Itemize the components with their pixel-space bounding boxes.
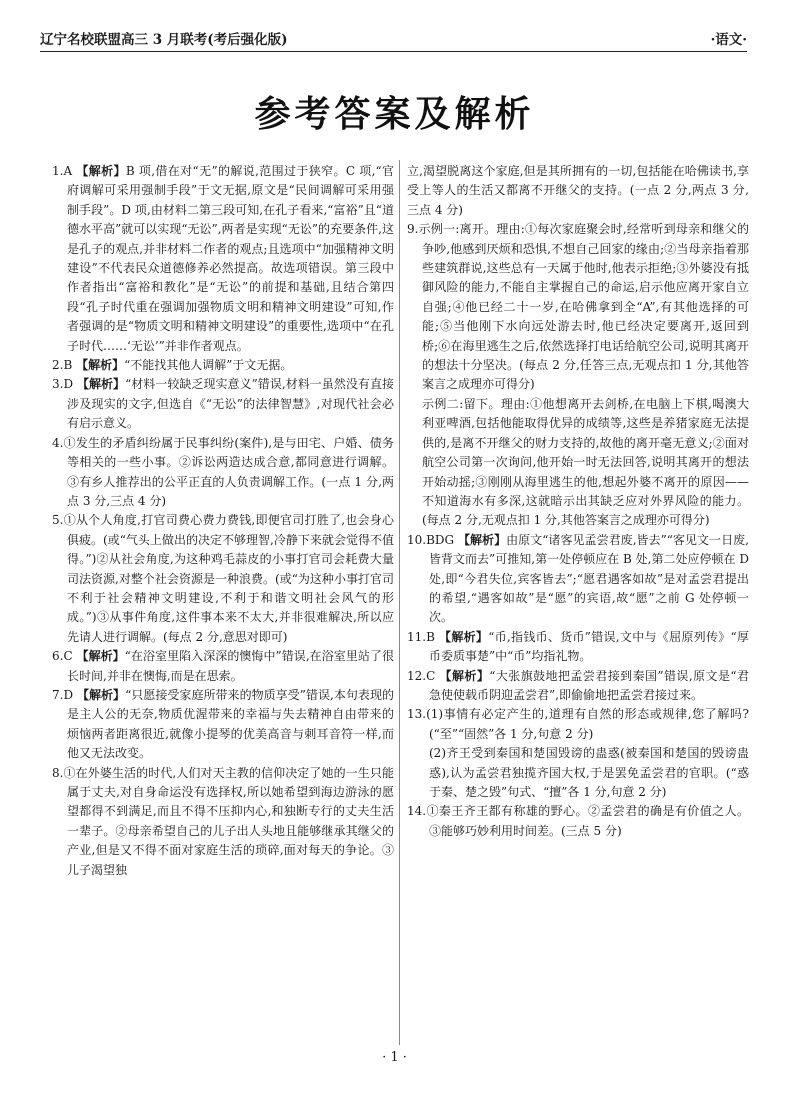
answer-item-4: 4.①发生的矛盾纠纷属于民事纠纷(案件),是与田宅、户婚、债务等相关的一些小事。②诉讼两造达成合意,都同意进行调解。③有乡人推荐出的公平正直的人负责调解工作。(一点 1 分,两点 3 分,三点 4 分) xyxy=(52,435,394,508)
answer-item-10: 10.BDG 【解析】由原文“诸客见孟尝君废,皆去”“客见文一日废,皆背文而去”可推知,第一处停顿应在 B 处,第二处应停顿在 D 处,即“今君失位,宾客皆去”;“愿君遇客如故”是对孟尝君提出的希望,“遇客如故”是“愿”的宾语,故“愿”之前 G 处停顿一次。 xyxy=(407,532,749,625)
answer-item-1: 1.A 【解析】B 项,借在对“无”的解说,范围过于狭窄。C 项,“官府调解可采用强制手段”于文无据,原文是“民间调解可采用强制手段”。D 项,由材料二第三段可知,在孔子看来,“富裕”且“道德水平高”就可以实现“无讼”,两者是实现“无讼”的充要条件,这是孔子的观点,并非材料二作者的观点;且选项中“加强精神文明建设”不代表民众道德修养必然提高。故选项错误。第三段中作者指出“富裕和教化”是“无讼”的前提和基础,且结合第四段“孔子时代重在强调加强物质文明和精神文明建设”可知,作者强调的是“物质文明和精神文明建设”的重要性,选项中“在孔子时代……‘无讼’”并非作者观点。 xyxy=(52,164,394,353)
answer-item-12: 12.C 【解析】“大张旗鼓地把孟尝君接到秦国”错误,原文是“君急使使载币阴迎孟尝君”,即偷偷地把孟尝君接过来。 xyxy=(407,668,749,702)
answer-item-6: 6.C 【解析】“在浴室里陷入深深的懊悔中”错误,在浴室里站了很长时间,并非在懊悔,而是在思索。 xyxy=(52,649,394,683)
left-column xyxy=(52,162,394,880)
answer-item-8: 8.①在外婆生活的时代,人们对天主教的信仰决定了她的一生只能属于丈夫,对自身命运没有选择权,所以她希望到海边游泳的愿望都得不到满足,而且不得不压抑内心,和独断专行的丈夫生活一辈子。②母亲希望自己的儿子出人头地且能够继承其继父的产业,但是又不得不面对家庭生活的琐碎,面对每天的争论。③儿子渴望独 xyxy=(52,765,394,877)
column-divider xyxy=(399,160,400,1045)
document-title: 参考答案及解析 xyxy=(254,94,535,135)
answer-item-3: 3.D 【解析】“材料一较缺乏现实意义”错误,材料一虽然没有直接涉及现实的文字,但选自《“无讼”的法律智慧》,对现代社会必有启示意义。 xyxy=(52,377,394,431)
page-number: · 1 · xyxy=(382,1050,407,1065)
answer-item-14: 14.①秦王齐王都有称雄的野心。②孟尝君的确是有价值之人。③能够巧妙利用时间差。(三点 5 分) xyxy=(407,804,749,838)
answer-item-5: 5.①从个人角度,打官司费心费力费钱,即便官司打胜了,也会身心俱疲。(或“气头上做出的决定不够理智,冷静下来就会觉得不值得。”)②从社会角度,为这种鸡毛蒜皮的小事打官司会耗费大量司法资源,对整个社会资源是一种浪费。(或“为这种小事打官司不利于社会精神文明建设,不利于和谐文明社会风气的形成。”)③从事件角度,这件事本来不太大,并非很难解决,所以应先请人进行调解。(每点 2 分,意思对即可) xyxy=(52,513,394,644)
answer-item-13-part-2: (2)齐王受到秦国和楚国毁谤的蛊惑(被秦国和楚国的毁谤蛊惑),认为孟尝君独揽齐国大权,于是罢免孟尝君的官职。(“惑于秦、楚之毁”句式、“擅”各 1 分,句意 2 分) xyxy=(429,746,749,799)
page-header xyxy=(40,22,747,52)
answer-item-9-example-2: 示例二:留下。理由:①他想离开去剑桥,在电脑上下棋,喝澳大利亚啤酒,包括他能取得优异的成绩等,这些是养猪家庭无法提供的,是离不开继父的财力支持的,故他的离开毫无意义;②面对航空公司第一次询问,他开始一时无法回答,说明其离开的想法开始动摇;③刚刚从海里逃生的他,想起外婆不离开的原因——不知道海水有多深,这就暗示出其缺乏应对外界风险的能力。(每点 2 分,无观点扣 1 分,其他答案言之成理亦可得分) xyxy=(422,396,749,528)
answer-item-7: 7.D 【解析】“只愿接受家庭所带来的物质享受”错误,本句表现的是主人公的无奈,物质优渥带来的幸福与失去精神自由带来的烦恼两者距离很近,就像小提琴的优美高音与刺耳音符一样,而他又无法改变。 xyxy=(52,687,394,761)
answer-item-9: 9.示例一:离开。理由:①每次家庭聚会时,经常听到母亲和继父的争吵,他感到厌烦和恐惧,不想自己回家的缘由;②当母亲指着那些建筑群说,这些总有一天属于他时,他表示拒绝;③外婆没有抵御风险的能力,不能自主掌握自己的命运,启示他应离开家自立自强;④他已经二十一岁,在哈佛拿到全“A”,有其他选择的可能;⑤当他刚下水向远处游去时,他已经决定要离开,返回到桥;⑥在海里逃生之后,依然选择打电话给航空公司,说明其离开的想法十分坚决。(每点 2 分,任答三点,无观点扣 1 分,其他答案言之成理亦可得分) xyxy=(407,222,749,392)
answer-item-11: 11.B 【解析】“币,指钱币、货币”错误,文中与《屈原列传》“厚币委质事楚”中“币”均指礼物。 xyxy=(407,629,749,664)
exam-name: 辽宁名校联盟高三 3 月联考(考后强化版) xyxy=(40,32,288,48)
right-column xyxy=(407,162,749,841)
answer-item-8-continued: 立,渴望脱离这个家庭,但是其所拥有的一切,包括能在哈佛读书,享受上等人的生活又都离不开继父的支持。(一点 2 分,两点 3 分,三点 4 分) xyxy=(407,164,749,217)
answer-item-13-part-1: 13.(1)事情有必定产生的,道理有自然的形态或规律,您了解吗?(“至”“固然”各 1 分,句意 2 分) xyxy=(407,707,749,741)
subject-label: ·语文· xyxy=(710,32,747,48)
answer-item-2: 2.B 【解析】“不能找其他人调解”于文无据。 xyxy=(52,358,293,373)
